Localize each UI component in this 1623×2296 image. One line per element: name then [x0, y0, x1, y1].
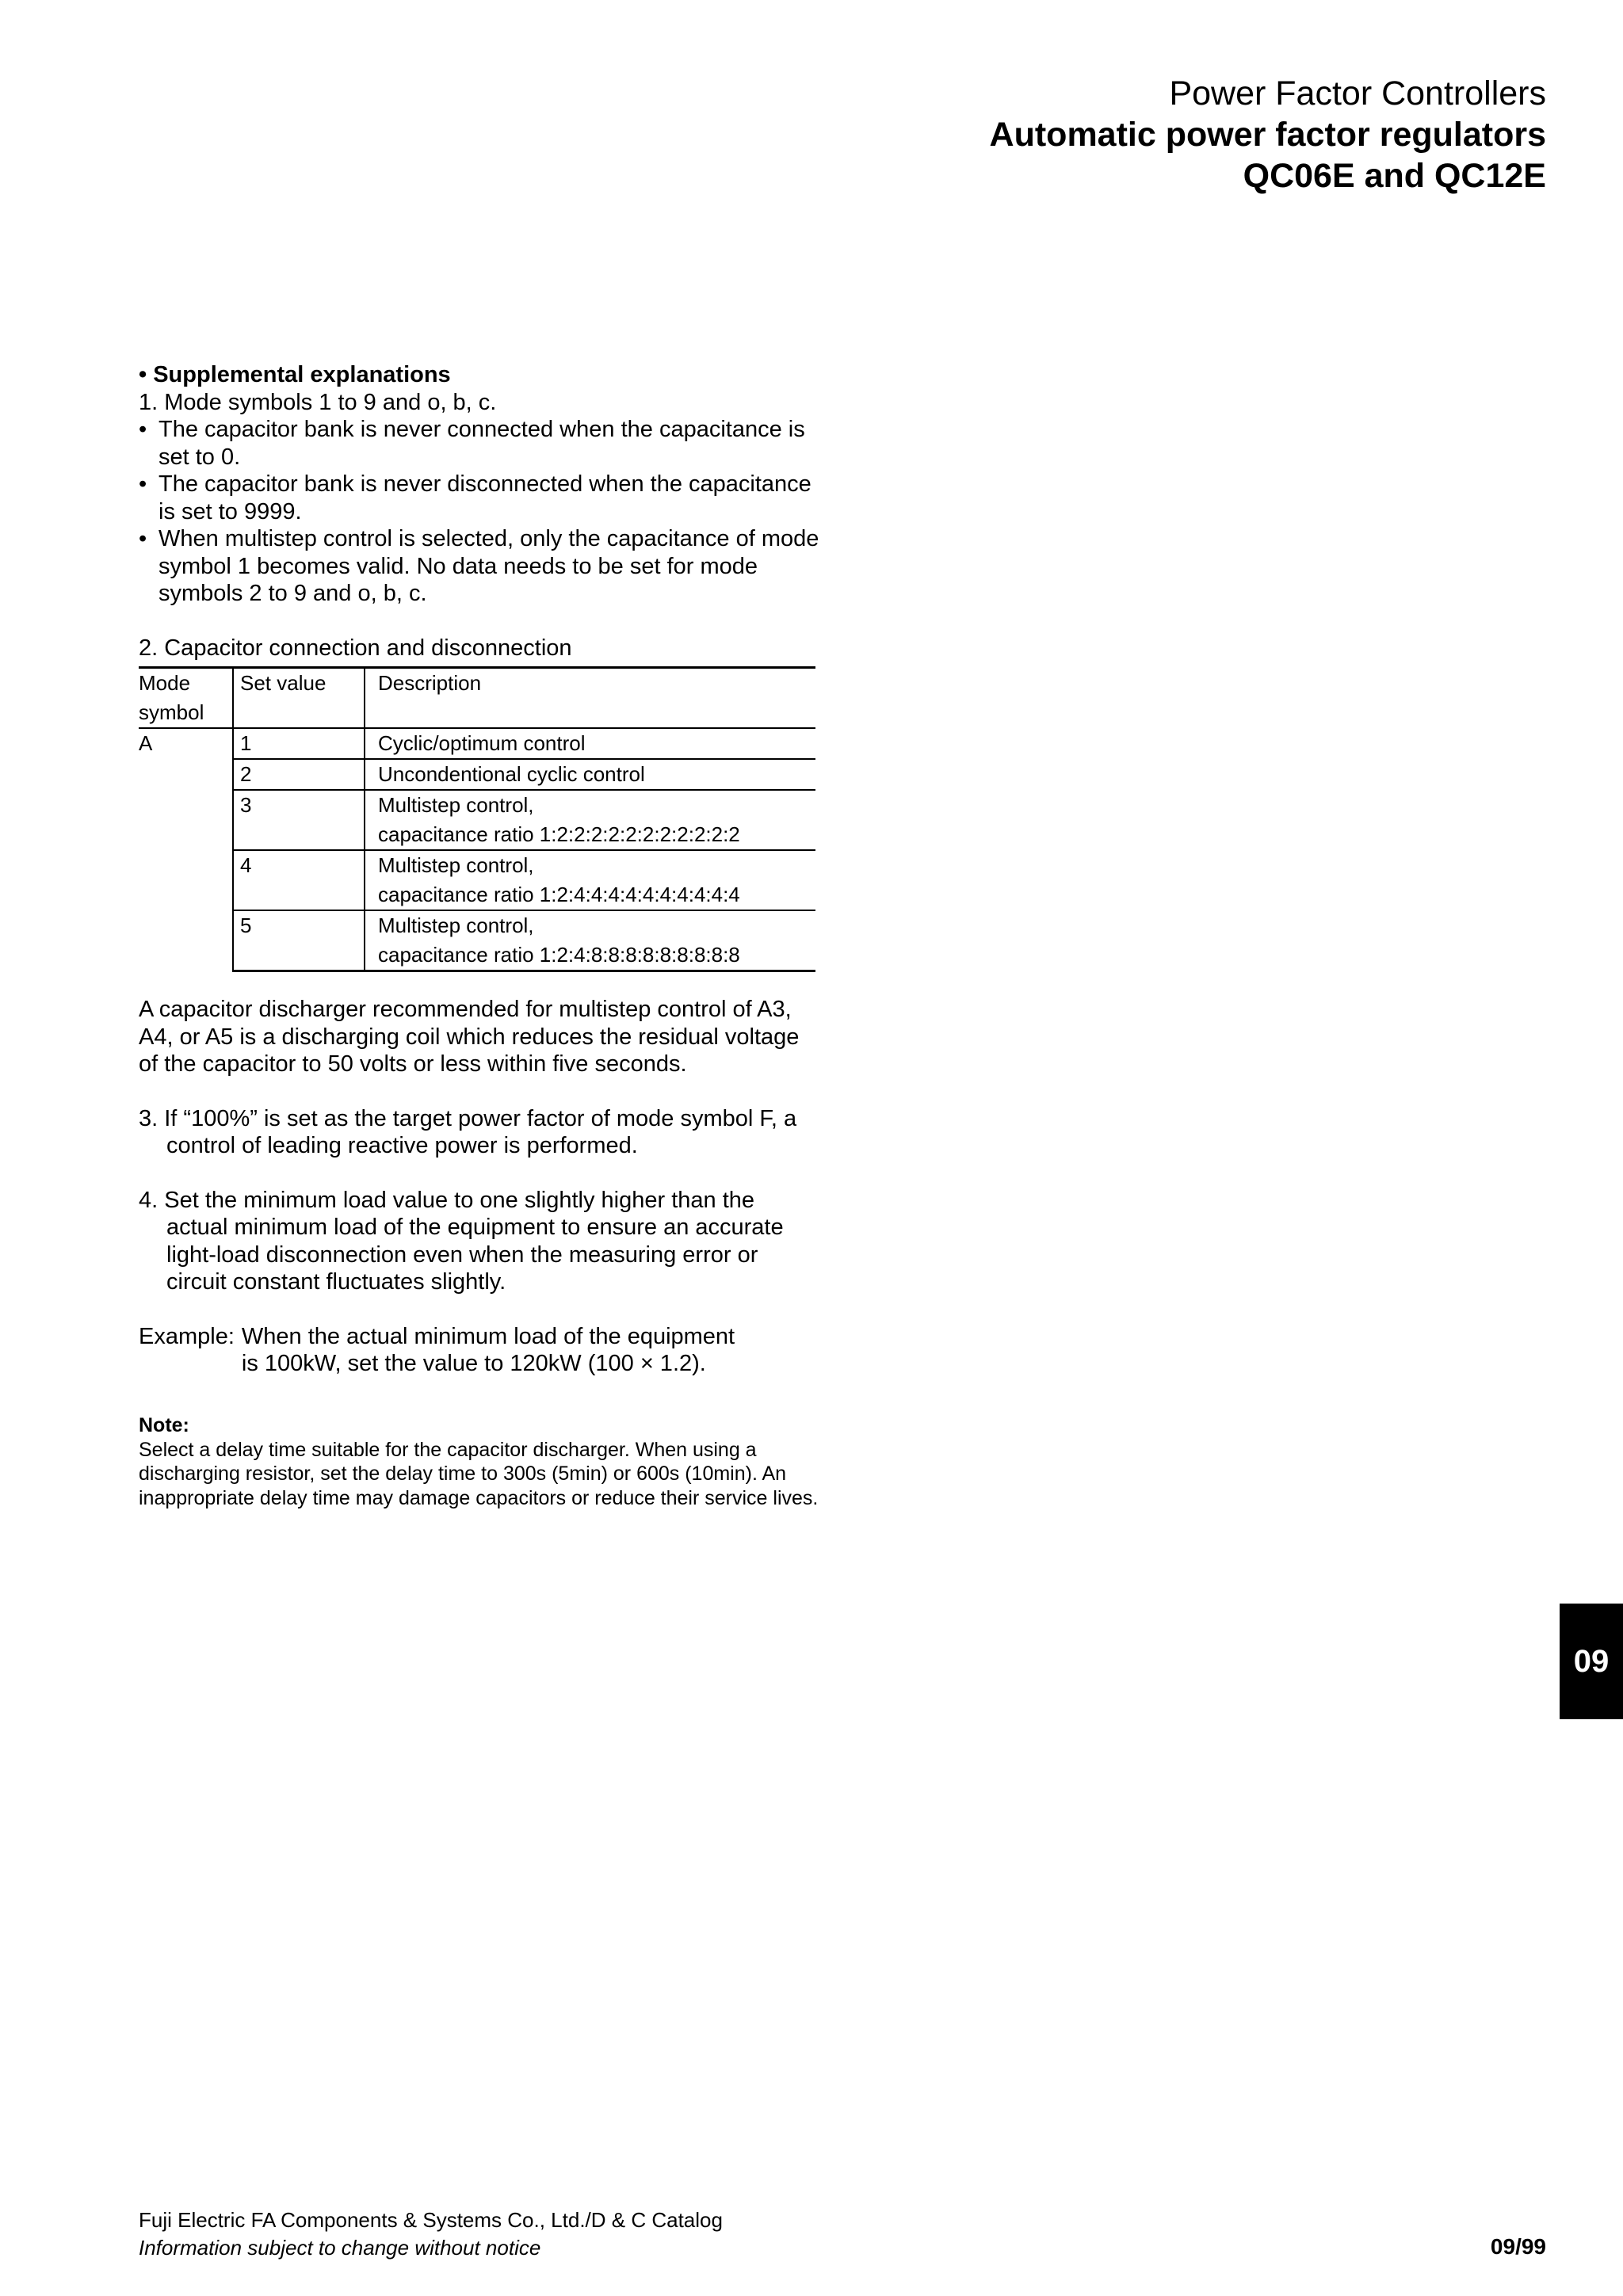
supp-bullet — [139, 416, 820, 471]
example-label: Example: — [139, 1323, 235, 1349]
content-column — [139, 361, 820, 1510]
cell-mode-symbol: A — [139, 731, 153, 755]
bullet-mark: • — [139, 471, 147, 497]
table-header-row — [139, 668, 815, 729]
header-mode-symbol: Mode symbol — [139, 668, 233, 729]
cell-description: Uncondentional cyclic control — [365, 759, 815, 790]
bullet-mark: • — [139, 526, 147, 551]
cell-set-value: 3 — [233, 790, 365, 850]
header-title: Automatic power factor regulators — [989, 116, 1546, 154]
connection-title: 2. Capacitor connection and disconnection — [139, 635, 572, 661]
page-footer — [139, 2206, 723, 2262]
example-text: When the actual minimum load of the equipment is 100kW, set the value to 120kW (100 × 1.2). — [241, 1323, 735, 1376]
cell-set-value: 2 — [233, 759, 365, 790]
table-row — [139, 910, 815, 971]
footer-disclaimer: Information subject to change without notice — [139, 2236, 541, 2260]
supp-item-1: 1. Mode symbols 1 to 9 and o, b, c. — [139, 389, 497, 415]
table-row — [139, 759, 815, 790]
section-tab: 09 — [1560, 1604, 1623, 1719]
footer-company: Fuji Electric FA Components & Systems Co., Ltd./D & C Catalog — [139, 2208, 723, 2232]
item-4: 4. Set the minimum load value to one slightly higher than the actual minimum load of the equipment to ensure an accurate light-load disconnection even when the measuring error or circuit constant fluctuates slightly. — [139, 1187, 784, 1295]
supp-bullet — [139, 471, 820, 525]
bullet-mark: • — [139, 417, 147, 442]
connection-table — [139, 666, 815, 972]
table-row — [139, 728, 815, 759]
cell-set-value: 1 — [233, 728, 365, 759]
cell-set-value: 5 — [233, 910, 365, 971]
example-block — [139, 1323, 820, 1378]
bullet-text: When multistep control is selected, only the capacitance of mode symbol 1 becomes valid. No data needs to be set for mode symbols 2 to 9 and o, b, c. — [158, 526, 819, 606]
header-models: QC06E and QC12E — [1243, 157, 1546, 195]
bullet-text: The capacitor bank is never disconnected when the capacitance is set to 9999. — [158, 471, 812, 524]
header-set-value: Set value — [233, 668, 365, 729]
discharger-paragraph: A capacitor discharger recommended for multistep control of A3, A4, or A5 is a discharging coil which reduces the residual voltage of the capacitor to 50 volts or less within five seconds. — [139, 997, 800, 1077]
page-number: 09/99 — [1490, 2234, 1546, 2259]
header-category: Power Factor Controllers — [1169, 74, 1546, 113]
note-title: Note: — [139, 1413, 189, 1436]
table-row — [139, 790, 815, 850]
cell-description: Cyclic/optimum control — [365, 728, 815, 759]
cell-description: Multistep control, capacitance ratio 1:2:2:2:2:2:2:2:2:2:2:2 — [365, 790, 815, 850]
page-header — [990, 73, 1546, 196]
note-text: Select a delay time suitable for the capacitor discharger. When using a discharging resistor, set the delay time to 300s (5min) or 600s (10min). An inappropriate delay time may damage capacitors or reduce their service lives. — [139, 1438, 819, 1509]
cell-description: Multistep control, capacitance ratio 1:2:4:8:8:8:8:8:8:8:8:8 — [365, 910, 815, 971]
table-row — [139, 850, 815, 910]
bullet-text: The capacitor bank is never connected when the capacitance is set to 0. — [158, 417, 805, 470]
item-3: 3. If “100%” is set as the target power factor of mode symbol F, a control of leading reactive power is performed. — [139, 1105, 797, 1158]
cell-description: Multistep control, capacitance ratio 1:2:4:4:4:4:4:4:4:4:4:4 — [365, 850, 815, 910]
supp-bullet — [139, 525, 820, 608]
cell-set-value: 4 — [233, 850, 365, 910]
supp-title: • Supplemental explanations — [139, 362, 451, 387]
header-description: Description — [365, 668, 815, 729]
